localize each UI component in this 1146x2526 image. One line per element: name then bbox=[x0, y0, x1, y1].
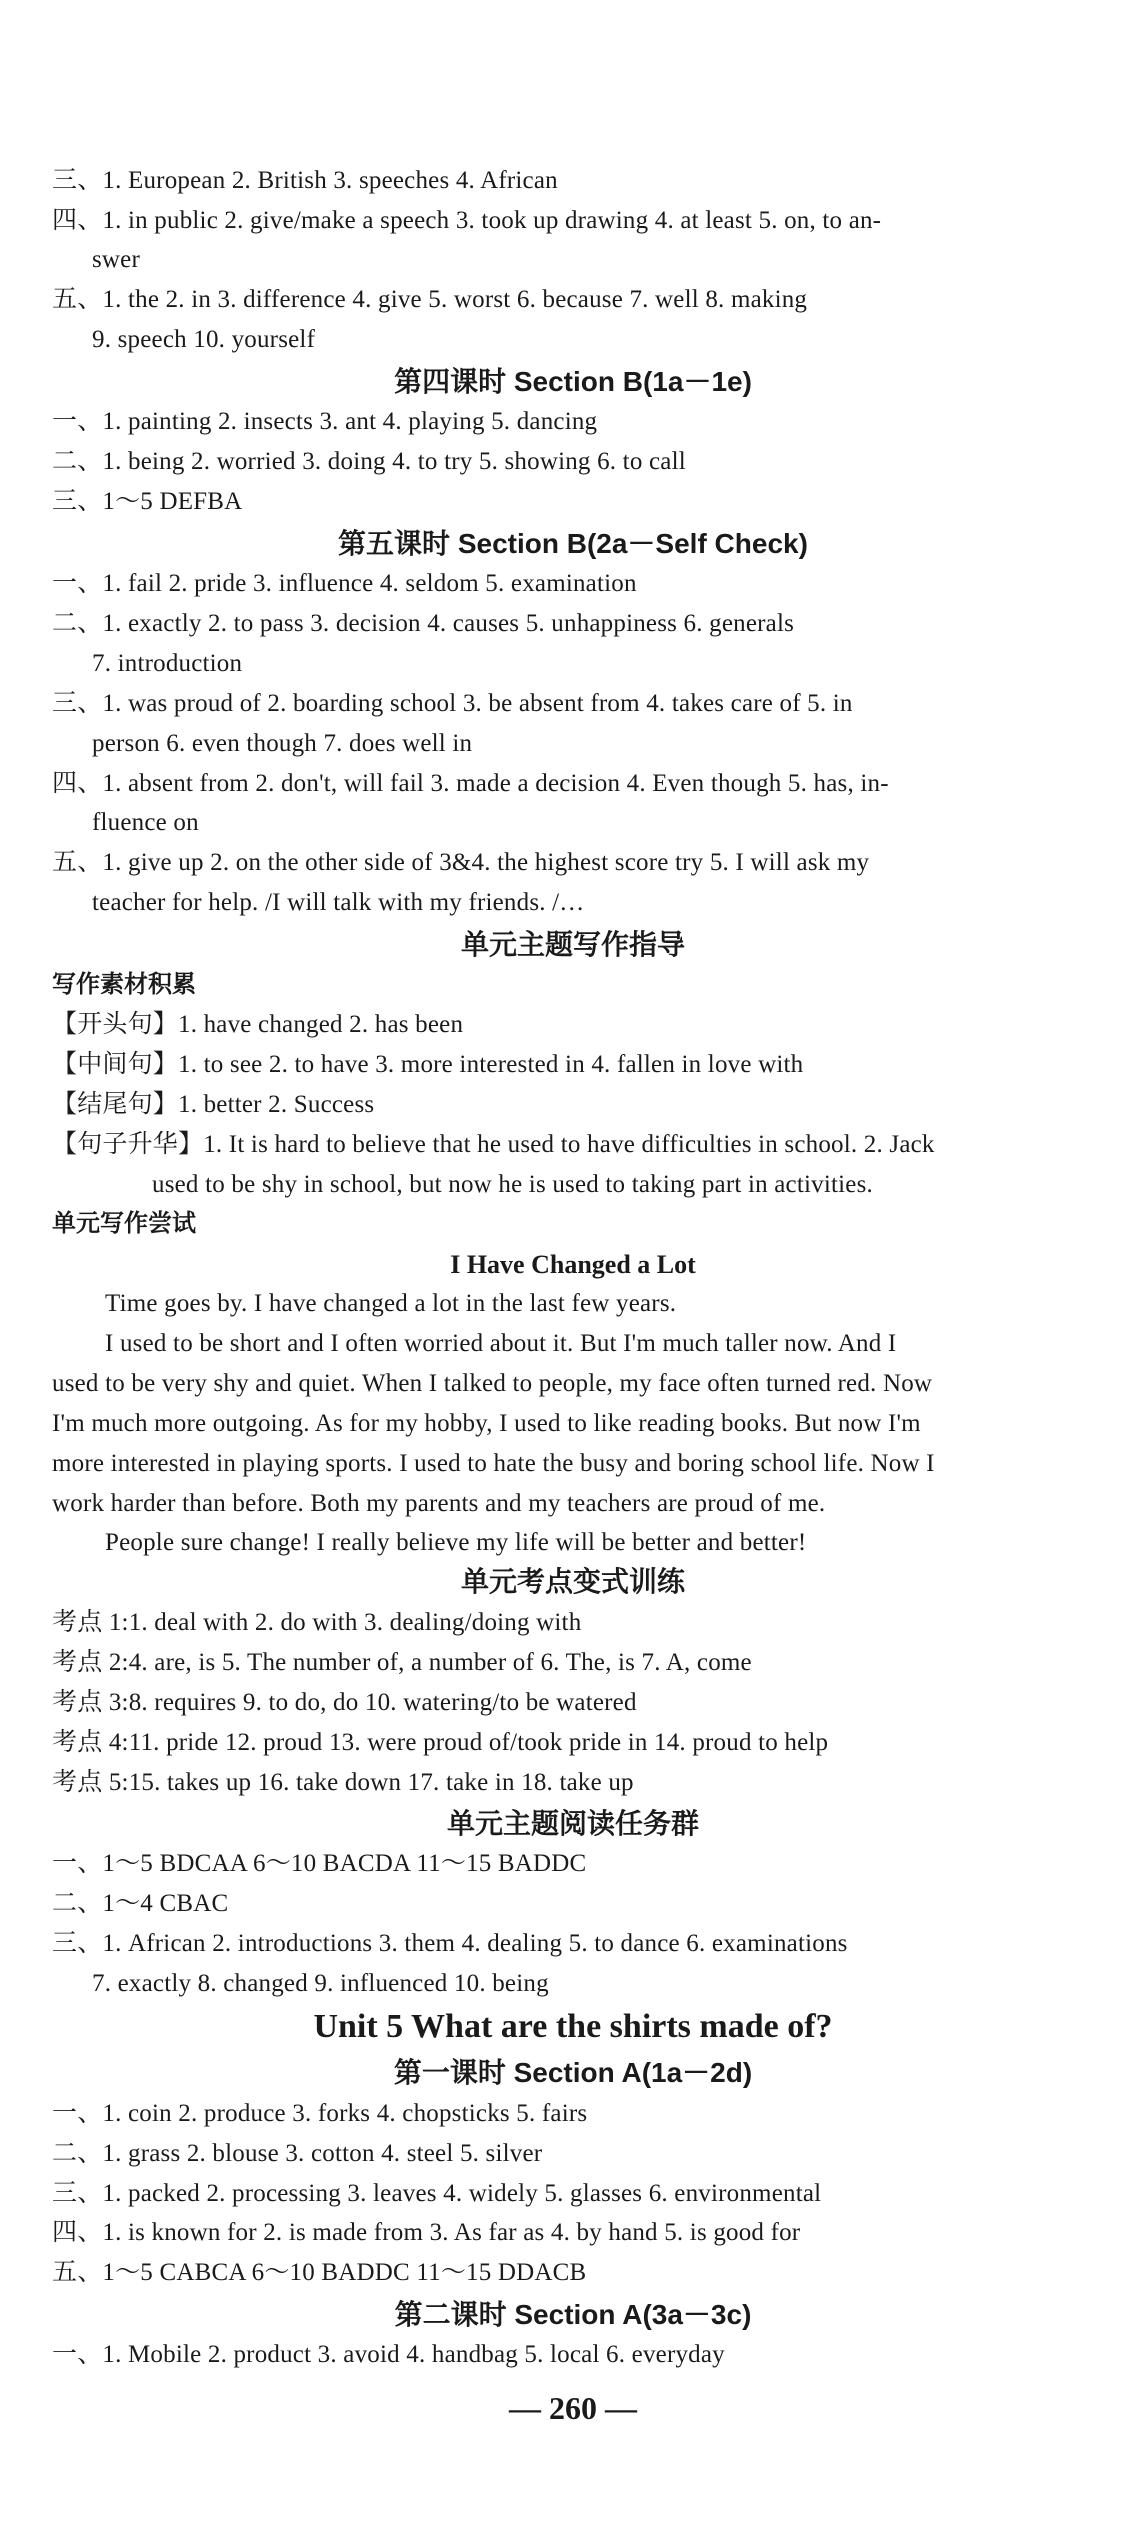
subsection-heading: 单元写作尝试 bbox=[52, 1210, 196, 1237]
answer-line: swer bbox=[92, 246, 141, 273]
section-heading: 单元考点变式训练 bbox=[460, 1566, 685, 1597]
answer-line: 三、1. European 2. British 3. speeches 4. African bbox=[52, 167, 558, 194]
page-number: — 260 — bbox=[509, 2390, 637, 2426]
answer-line: 7. exactly 8. changed 9. influenced 10. being bbox=[92, 1970, 549, 1997]
essay-line: I'm much more outgoing. As for my hobby, I used to like reading books. But now I'm bbox=[52, 1410, 921, 1437]
essay-title: I Have Changed a Lot bbox=[450, 1250, 696, 1279]
answer-line: 一、1～5 BDCAA 6～10 BACDA 11～15 BADDC bbox=[52, 1850, 587, 1877]
answer-line: 五、1～5 CABCA 6～10 BADDC 11～15 DDACB bbox=[52, 2259, 587, 2286]
answer-line: 一、1. fail 2. pride 3. influence 4. seldom 5. examination bbox=[52, 570, 637, 597]
answer-line: 三、1. was proud of 2. boarding school 3. be absent from 4. takes care of 5. in bbox=[52, 690, 853, 717]
answer-line: 四、1. absent from 2. don't, will fail 3. made a decision 4. Even though 5. has, in- bbox=[52, 770, 889, 797]
section-heading: 第一课时 Section A(1a－2d) bbox=[393, 2057, 753, 2088]
answer-line: 二、1～4 CBAC bbox=[52, 1890, 229, 1917]
section-heading: 第二课时 Section A(3a－3c) bbox=[394, 2299, 752, 2330]
essay-line: Time goes by. I have changed a lot in the last few years. bbox=[105, 1290, 677, 1317]
answer-line: 二、1. exactly 2. to pass 3. decision 4. causes 5. unhappiness 6. generals bbox=[52, 610, 795, 637]
section-heading: 第四课时 Section B(1a－1e) bbox=[394, 366, 752, 397]
essay-line: People sure change! I really believe my life will be better and better! bbox=[105, 1529, 807, 1556]
answer-line: person 6. even though 7. does well in bbox=[92, 730, 473, 757]
answer-line: 一、1. painting 2. insects 3. ant 4. playing 5. dancing bbox=[52, 408, 598, 435]
answer-line: 【句子升华】1. It is hard to believe that he used to have difficulties in school. 2. Jack bbox=[52, 1131, 935, 1158]
answer-line: 考点 4:11. pride 12. proud 13. were proud of/took pride in 14. proud to help bbox=[52, 1729, 829, 1756]
section-heading: 第五课时 Section B(2a－Self Check) bbox=[338, 528, 808, 559]
answer-line: 一、1. Mobile 2. product 3. avoid 4. handbag 5. local 6. everyday bbox=[52, 2341, 725, 2368]
answer-line: 考点 1:1. deal with 2. do with 3. dealing/doing with bbox=[52, 1609, 582, 1636]
answer-line: fluence on bbox=[92, 809, 199, 836]
answer-line: 【中间句】1. to see 2. to have 3. more interested in 4. fallen in love with bbox=[52, 1051, 804, 1078]
answer-line: 9. speech 10. yourself bbox=[92, 326, 316, 353]
answer-line: 7. introduction bbox=[92, 650, 243, 677]
answer-line: 【开头句】1. have changed 2. has been bbox=[52, 1011, 464, 1038]
answer-line: 一、1. coin 2. produce 3. forks 4. chopsticks 5. fairs bbox=[52, 2100, 588, 2127]
answer-line: 考点 2:4. are, is 5. The number of, a number of 6. The, is 7. A, come bbox=[52, 1649, 752, 1676]
answer-line: 五、1. the 2. in 3. difference 4. give 5. worst 6. because 7. well 8. making bbox=[52, 286, 808, 313]
answer-line: 二、1. being 2. worried 3. doing 4. to try 5. showing 6. to call bbox=[52, 448, 686, 475]
answer-line: teacher for help. /I will talk with my friends. /… bbox=[92, 889, 585, 916]
answer-line: 考点 5:15. takes up 16. take down 17. take in 18. take up bbox=[52, 1769, 634, 1796]
answer-line: 四、1. is known for 2. is made from 3. As far as 4. by hand 5. is good for bbox=[52, 2219, 801, 2246]
answer-line: 考点 3:8. requires 9. to do, do 10. watering/to be watered bbox=[52, 1689, 637, 1716]
answer-line: 三、1～5 DEFBA bbox=[52, 488, 243, 515]
essay-line: more interested in playing sports. I used to hate the busy and boring school life. Now I bbox=[52, 1450, 935, 1477]
subsection-heading: 写作素材积累 bbox=[52, 971, 196, 998]
section-heading: 单元主题阅读任务群 bbox=[446, 1808, 699, 1839]
answer-line: 五、1. give up 2. on the other side of 3&4. the highest score try 5. I will ask my bbox=[52, 849, 870, 876]
essay-line: used to be very shy and quiet. When I talked to people, my face often turned red. Now bbox=[52, 1370, 933, 1397]
answer-line: 【结尾句】1. better 2. Success bbox=[52, 1091, 375, 1118]
answer-line: used to be shy in school, but now he is used to taking part in activities. bbox=[152, 1171, 873, 1198]
section-heading: 单元主题写作指导 bbox=[460, 929, 685, 960]
answer-line: 三、1. packed 2. processing 3. leaves 4. widely 5. glasses 6. environmental bbox=[52, 2180, 822, 2207]
essay-line: I used to be short and I often worried about it. But I'm much taller now. And I bbox=[105, 1330, 897, 1357]
unit-heading: Unit 5 What are the shirts made of? bbox=[313, 2008, 833, 2045]
answer-line: 三、1. African 2. introductions 3. them 4. dealing 5. to dance 6. examinations bbox=[52, 1930, 848, 1957]
answer-line: 二、1. grass 2. blouse 3. cotton 4. steel 5. silver bbox=[52, 2140, 543, 2167]
essay-line: work harder than before. Both my parents and my teachers are proud of me. bbox=[52, 1490, 826, 1517]
answer-line: 四、1. in public 2. give/make a speech 3. took up drawing 4. at least 5. on, to an- bbox=[52, 207, 882, 234]
